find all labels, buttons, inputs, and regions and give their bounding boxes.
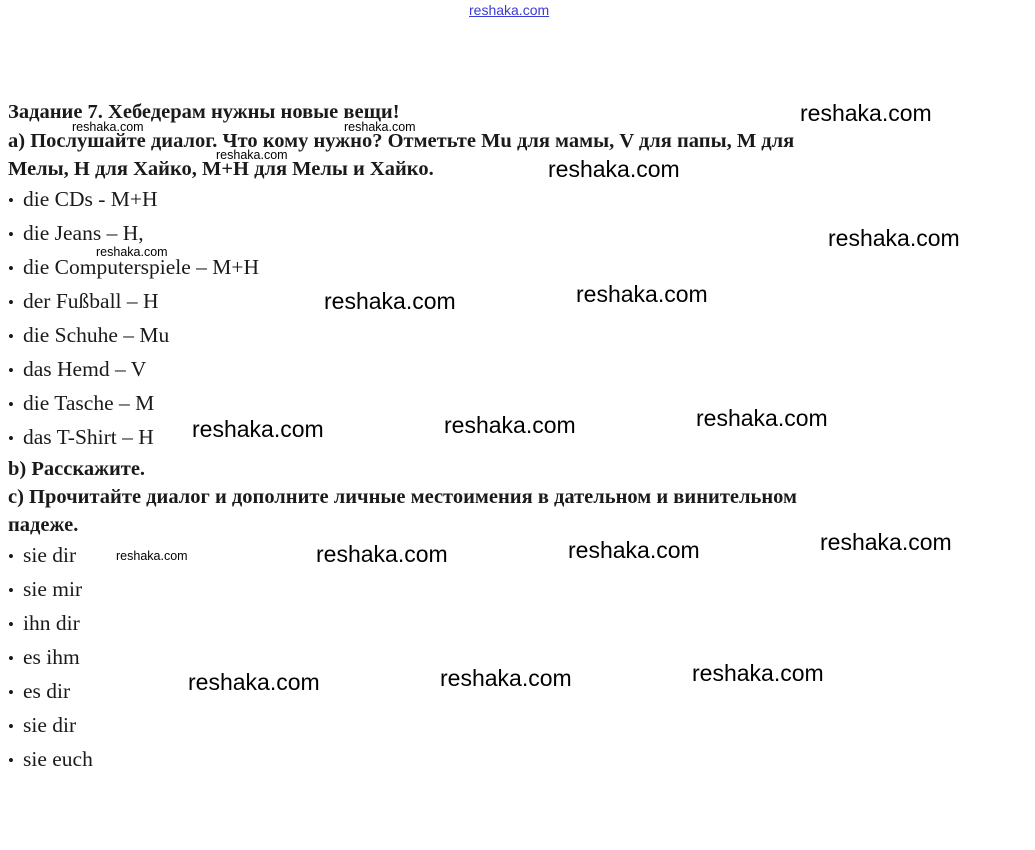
watermark: reshaka.com (548, 156, 680, 182)
bullet-icon: • (8, 717, 14, 736)
bullet-icon: • (8, 293, 14, 312)
item-text: die Computerspiele – M+H (23, 255, 260, 279)
item-text: sie dir (23, 713, 77, 737)
watermark-small: reshaka.com (72, 120, 144, 134)
watermark: reshaka.com (800, 100, 932, 126)
bullet-icon: • (8, 615, 14, 634)
watermark: reshaka.com (324, 288, 456, 314)
list-item (8, 607, 1033, 641)
bullet-icon: • (8, 259, 14, 278)
watermark-small: reshaka.com (116, 549, 188, 563)
item-text: das T-Shirt – H (23, 425, 154, 449)
item-text: das Hemd – V (23, 357, 147, 381)
watermark: reshaka.com (692, 660, 824, 686)
bullet-icon: • (8, 683, 14, 702)
part-a-instruction-line2: Мелы, H для Хайко, M+H для Мелы и Хайко. (8, 158, 434, 180)
bullet-icon: • (8, 649, 14, 668)
item-text: es ihm (23, 645, 80, 669)
list-item (8, 319, 1033, 353)
item-text: die CDs - M+H (23, 187, 158, 211)
watermark: reshaka.com (696, 405, 828, 431)
item-text: ihn dir (23, 611, 80, 635)
answer-list-c (8, 539, 1033, 777)
watermark: reshaka.com (568, 537, 700, 563)
task-title: Задание 7. Хебедерам нужны новые вещи! (8, 101, 400, 123)
watermark: reshaka.com (440, 665, 572, 691)
bullet-icon: • (8, 395, 14, 414)
part-a-instruction-line1: a) Послушайте диалог. Что кому нужно? Отметьте Mu для мамы, V для папы, M для (8, 130, 795, 152)
bullet-icon: • (8, 327, 14, 346)
header-link[interactable]: reshaka.com (469, 2, 550, 18)
list-item (8, 709, 1033, 743)
item-text: die Schuhe – Mu (23, 323, 170, 347)
item-text: die Jeans – H, (23, 221, 144, 245)
part-c-instruction-line2: падеже. (8, 514, 79, 536)
item-text: es dir (23, 679, 71, 703)
item-text: der Fußball – H (23, 289, 159, 313)
watermark: reshaka.com (820, 529, 952, 555)
item-text: die Tasche – M (23, 391, 155, 415)
watermark: reshaka.com (316, 541, 448, 567)
bullet-icon: • (8, 361, 14, 380)
list-item (8, 183, 1033, 217)
bullet-icon: • (8, 429, 14, 448)
bullet-icon: • (8, 581, 14, 600)
list-item (8, 353, 1033, 387)
item-text: sie mir (23, 577, 83, 601)
part-b-instruction: b) Расскажите. (8, 458, 146, 480)
part-c-instruction-line1: c) Прочитайте диалог и дополните личные местоимения в дательном и винительном (8, 486, 797, 508)
watermark: reshaka.com (828, 225, 960, 251)
watermark-small: reshaka.com (216, 148, 288, 162)
watermark: reshaka.com (192, 416, 324, 442)
watermark: reshaka.com (576, 281, 708, 307)
bullet-icon: • (8, 191, 14, 210)
list-item (8, 285, 1033, 319)
bullet-icon: • (8, 751, 14, 770)
item-text: sie euch (23, 747, 93, 771)
watermark-small: reshaka.com (96, 245, 168, 259)
item-text: sie dir (23, 543, 77, 567)
watermark-small: reshaka.com (344, 120, 416, 134)
bullet-icon: • (8, 547, 14, 566)
watermark: reshaka.com (444, 412, 576, 438)
list-item (8, 573, 1033, 607)
list-item (8, 743, 1033, 777)
watermark: reshaka.com (188, 669, 320, 695)
bullet-icon: • (8, 225, 14, 244)
